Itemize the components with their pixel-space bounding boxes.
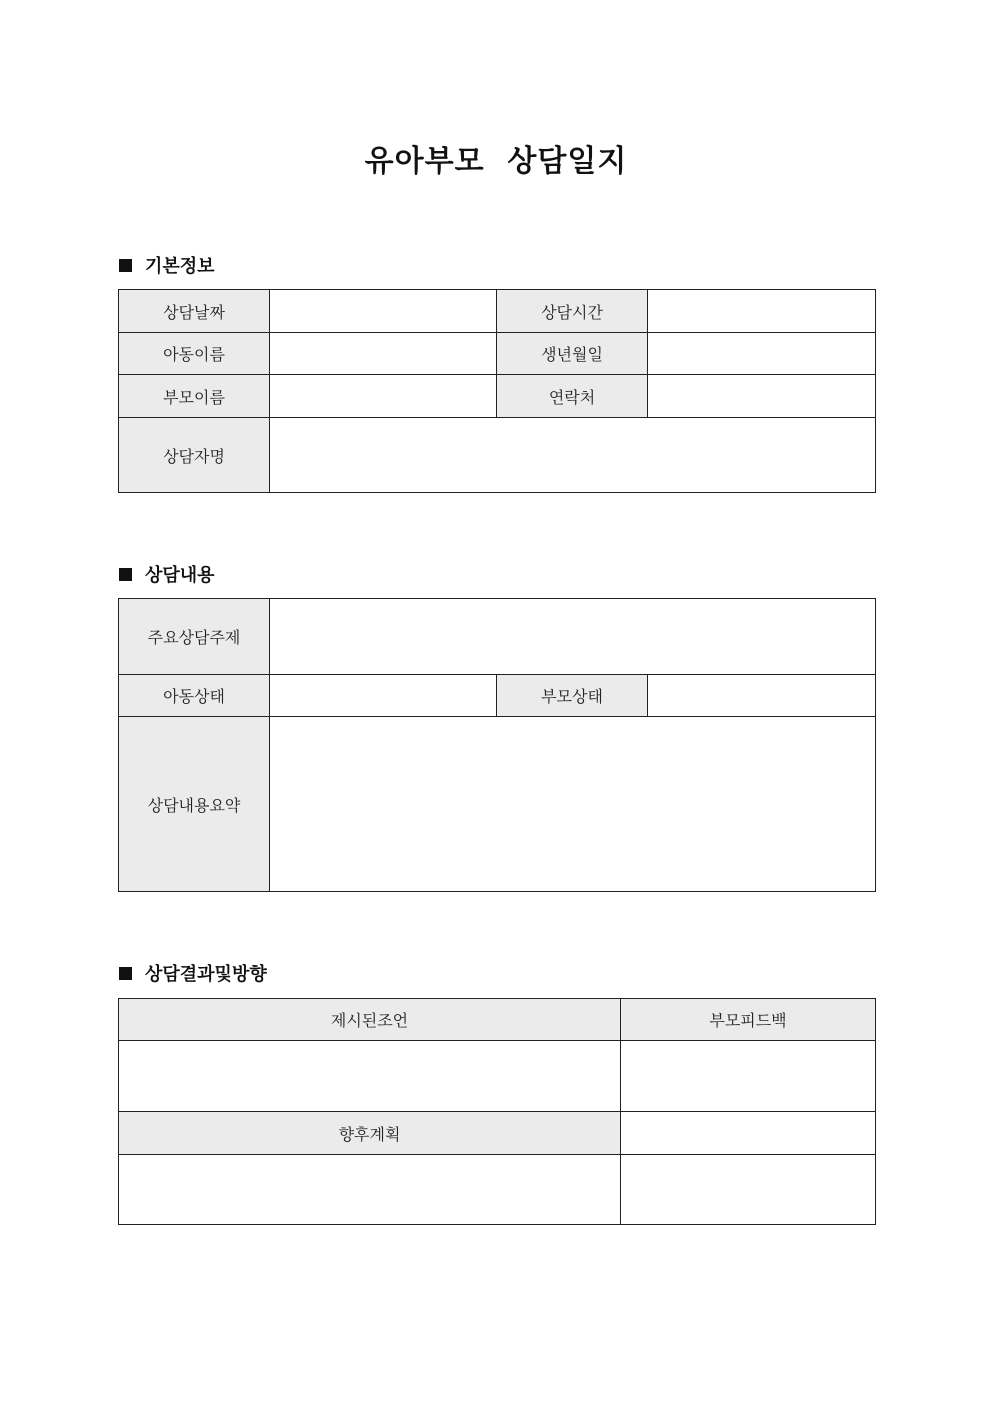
label-contact: 연락처	[497, 375, 648, 418]
parent-feedback-field[interactable]	[621, 1041, 876, 1112]
label-counsel-time: 상담시간	[497, 290, 648, 333]
contact-field[interactable]	[648, 375, 876, 418]
label-advice: 제시된조언	[119, 999, 621, 1041]
parent-status-field[interactable]	[648, 675, 876, 717]
child-status-field[interactable]	[270, 675, 497, 717]
label-parent-name: 부모이름	[119, 375, 270, 418]
label-child-status: 아동상태	[119, 675, 270, 717]
birthdate-field[interactable]	[648, 333, 876, 375]
label-counsel-date: 상담날짜	[119, 290, 270, 333]
label-counselor-name: 상담자명	[119, 418, 270, 493]
parent-feedback-field-2[interactable]	[621, 1112, 876, 1155]
label-birthdate: 생년월일	[497, 333, 648, 375]
counsel-time-field[interactable]	[648, 290, 876, 333]
counsel-content-table	[118, 598, 876, 892]
label-child-name: 아동이름	[119, 333, 270, 375]
parent-name-field[interactable]	[270, 375, 497, 418]
section-heading-counsel-content	[119, 562, 215, 586]
black-square-icon	[119, 568, 132, 581]
advice-field[interactable]	[119, 1041, 621, 1112]
section-heading-basic-info	[119, 253, 215, 277]
black-square-icon	[119, 259, 132, 272]
label-main-topic: 주요상담주제	[119, 599, 270, 675]
label-future-plan: 향후계획	[119, 1112, 621, 1155]
result-direction-table	[118, 998, 876, 1225]
future-plan-field[interactable]	[119, 1155, 621, 1225]
basic-info-table	[118, 289, 876, 493]
label-parent-status: 부모상태	[497, 675, 648, 717]
section-heading-label: 상담결과및방향	[145, 964, 267, 985]
black-square-icon	[119, 967, 132, 980]
document-title: 유아부모 상담일지	[364, 144, 628, 179]
section-heading-label: 상담내용	[145, 565, 215, 586]
main-topic-field[interactable]	[270, 599, 876, 675]
label-summary: 상담내용요약	[119, 717, 270, 892]
child-name-field[interactable]	[270, 333, 497, 375]
summary-field[interactable]	[270, 717, 876, 892]
section-heading-label: 기본정보	[145, 256, 215, 277]
counsel-date-field[interactable]	[270, 290, 497, 333]
parent-feedback-field-3[interactable]	[621, 1155, 876, 1225]
counselor-name-field[interactable]	[270, 418, 876, 493]
section-heading-result-direction	[119, 961, 267, 985]
label-parent-feedback: 부모피드백	[621, 999, 876, 1041]
